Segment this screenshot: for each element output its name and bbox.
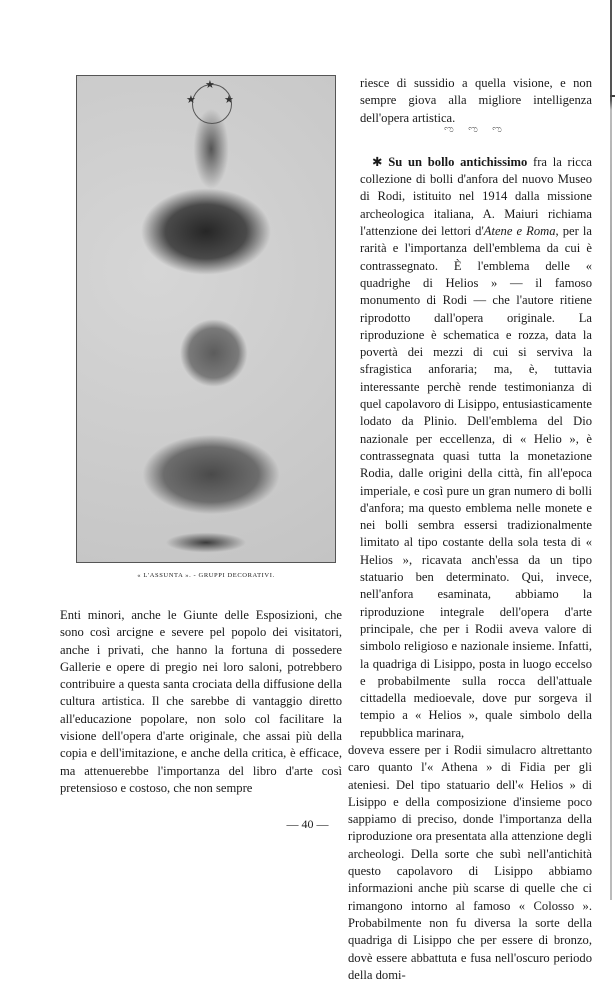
journal-title: Atene e Roma — [483, 224, 556, 239]
star-icon: ★ — [224, 94, 234, 106]
figure-caption: « L'ASSUNTA ». - GRUPPI DECORATIVI. — [137, 572, 275, 579]
star-icon: ★ — [186, 94, 196, 106]
star-icon: ★ — [205, 79, 215, 91]
continuation-paragraph: riesce di sussidio a quella visione, e non sempre giova alla migliore intelligenza dell'opera artistica. — [360, 76, 592, 125]
article-paragraph-wide: doveva essere per i Rodii simulacro altrettanto caro quanto l'« Athena » di Fidia per gli ateniesi. Del tipo statuario dell'« Helios » di Lisippo e della composizione d'insieme poco sappiamo di preciso, donde l'importanza della riproduzione ora presentata alla attenzione degli archeologi. Della sorte che subì nell'antichità questo capolavoro di Lisippo abbiamo informazioni anche più scarse di quelle che ci rimangono intorno al famoso « Colosso ». Probabilmente non fu diversa la sorte della quadriga di Lisippo che per essere di bronzo, dovè essere abbattuta e fusa nell'oscuro periodo della domi- — [348, 742, 592, 982]
sculpture-photograph — [76, 75, 336, 563]
page-edge-mark — [610, 95, 615, 97]
page-edge — [610, 0, 612, 900]
left-column — [60, 607, 342, 797]
page-number: — 40 — — [286, 817, 329, 831]
section-lead: Su un bollo antichissimo — [388, 154, 528, 169]
right-column — [348, 75, 592, 984]
article-paragraph — [360, 154, 592, 742]
section-marker: ✱ — [372, 154, 383, 169]
article-text: fra la ricca collezione di bolli d'anfora del nuovo Museo di Rodi, istituito nel 1914 dalla missione archeologica italiana, A. Maiuri richiama l'attenzione dei lettori d' — [360, 154, 592, 239]
left-paragraph: Enti minori, anche le Giunte delle Esposizioni, che sono così arcigne e severe pel popolo dei visitatori, anche i privati, che hanno la fortuna di possedere Gallerie e opere di pregio nei loro saloni, potrebbero contribuire a questa santa crociata della diffusione della cultura artistica. Il che sarebbe di vantaggio diretto all'educazione popolare, non solo col facilitare la visione dell'opera d'arte originale, che assai più della copia e dell'imitazione, e anche della critica, è efficace, ma attenuerebbe l'importanza del libro d'arte così pretensioso e costoso, che non sempre — [60, 608, 342, 795]
article-text: , per la rarità e l'importanza dell'emblema da cui è contrassegnato. È l'emblema delle « quadrighe di Helios » — il famoso monumento di Rodi — che l'autore ritiene riprodotto dall'opera originale. La riproduzione è schematica e rozza, data la povertà dei mezzi di cui si serviva la sfragistica anforaria; ma, è, tuttavia interessante perchè rende testimonianza di quel capolavoro di Lisippo, entusiasticamente lodato da Plinio. Dell'emblema del Dio nazionale per eccellenza, di « Helio », è contrassegnata quasi tutta la monetazione Rodia, dalle origini della città, fin all'epoca imperiale, e così pure un gran numero di bolli d'anfora; ma questo emblema nelle monete e nei bolli sembra essersi tradizionalmente limitato al tipo costante della sola testa di « Helios », ricavata anch'essa da un tipo statuario ben determinato. Qui, invece, nell'anfora esaminata, abbiamo la riproduzione integrale dell'opera d'arte principale, che per i Rodii aveva valore di simbolo religioso e nazionale insieme. Infatti, la quadriga di Lisippo, posta in luogo eccelso e probabilmente sulla rocca dell'attuale cittadella medioevale, dove pur sorgeva il tempio a « Helios », quale simbolo della repubblica marinara, — [360, 224, 592, 740]
spacer — [360, 144, 592, 154]
section-separator: ಌ ಌ ಌ — [444, 124, 508, 135]
